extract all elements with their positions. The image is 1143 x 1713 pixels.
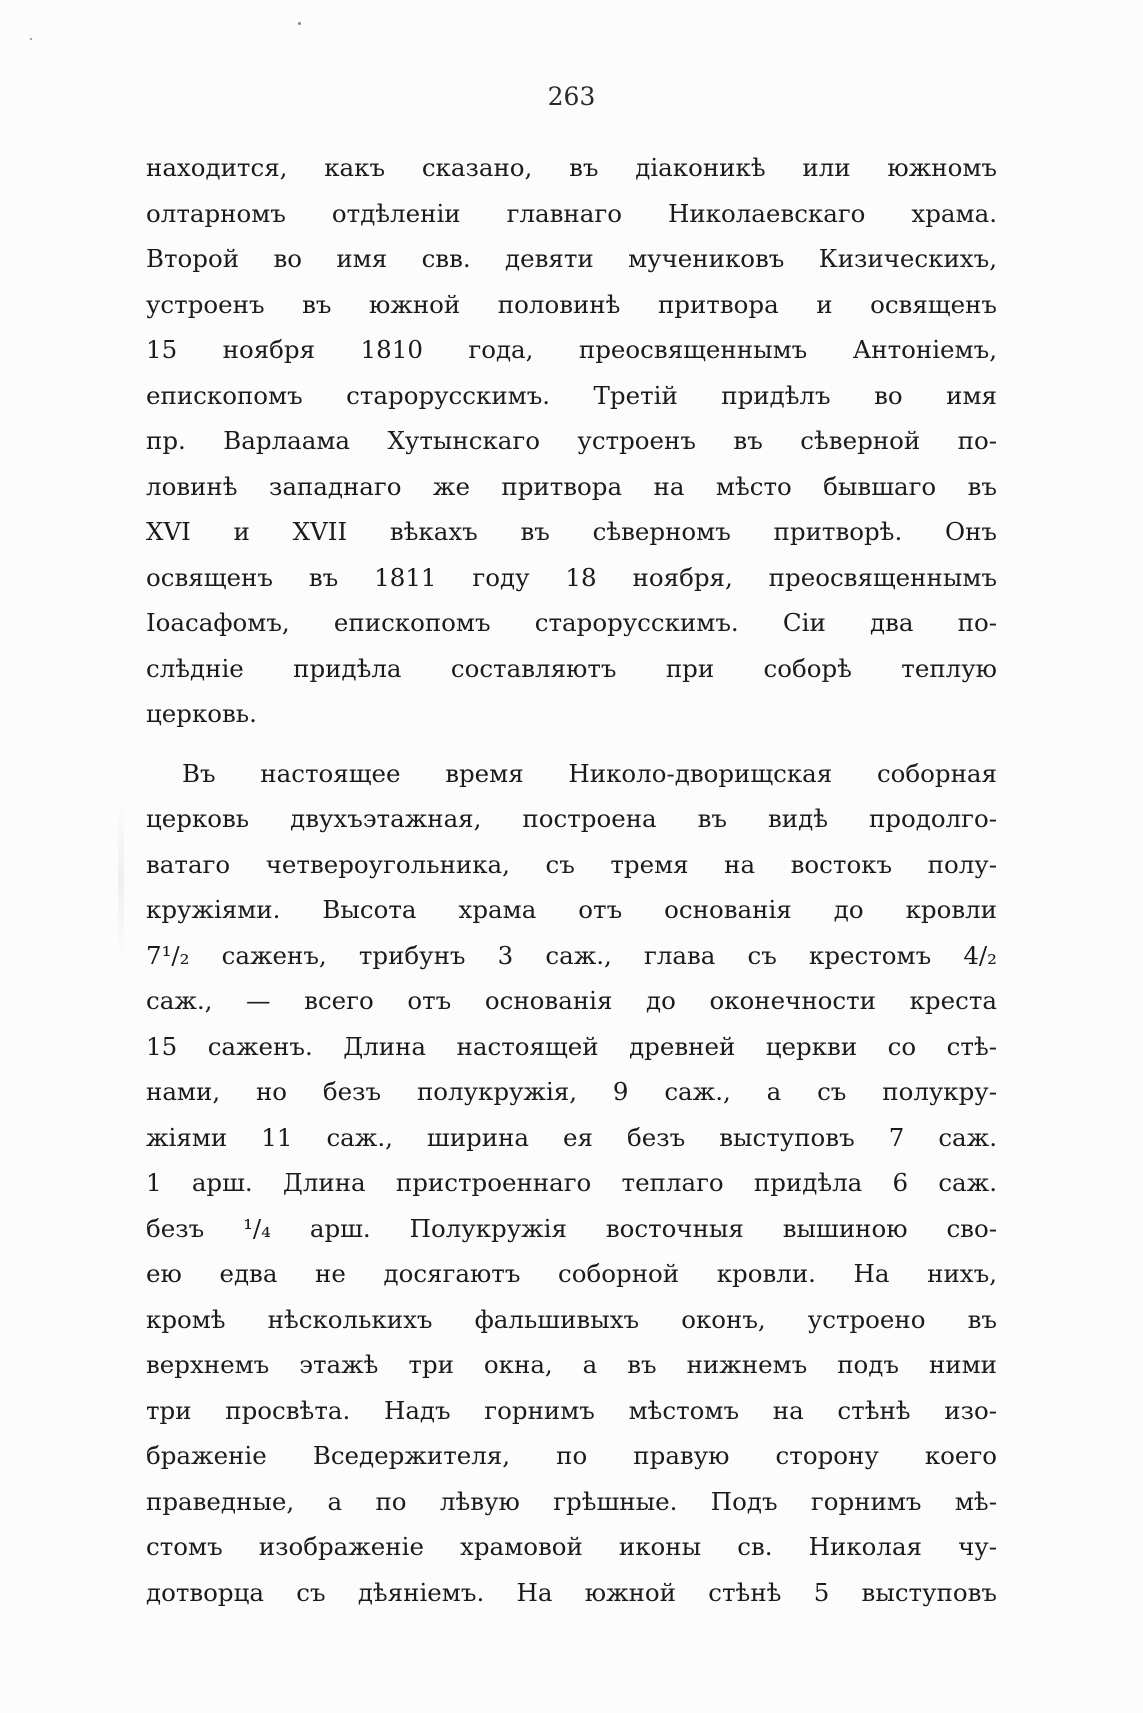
text-line: жіями 11 саж., ширина ея безъ выступовъ 7 саж. — [146, 1122, 997, 1152]
text-line: стомъ изображеніе храмовой иконы св. Николая чу- — [146, 1532, 997, 1561]
text-line: нами, но безъ полукружія, 9 саж., а съ полукру- — [146, 1077, 997, 1106]
text-line: олтарномъ отдѣленіи главнаго Николаевскаго храма. — [146, 198, 997, 228]
text-line: кружіями. Высота храма отъ основанія до кровли — [146, 895, 997, 924]
text-line: церковь двухъэтажная, построена въ видѣ продолго- — [146, 804, 997, 833]
paper-speck — [30, 38, 32, 40]
text-line: праведные, а по лѣвую грѣшные. Подъ горнимъ мѣ- — [146, 1486, 997, 1516]
text-line: ею едва не досягаютъ соборной кровли. На нихъ, — [146, 1259, 997, 1288]
text-line: кромѣ нѣсколькихъ фальшивыхъ оконъ, устроено въ — [146, 1304, 997, 1334]
text-line: освященъ въ 1811 году 18 ноября, преосвященнымъ — [146, 562, 997, 592]
page-number: 263 — [547, 82, 596, 111]
text-line: ловинѣ западнаго же притвора на мѣсто бывшаго въ — [146, 471, 997, 501]
paper-speck — [298, 22, 301, 25]
paragraph-2 — [146, 751, 997, 1616]
text-line: слѣдніе придѣла составляютъ при соборѣ теплую — [146, 653, 997, 683]
text-line: пр. Варлаама Хутынскаго устроенъ въ сѣверной по- — [146, 426, 997, 455]
text-line: Второй во имя свв. девяти мучениковъ Кизическихъ, — [146, 244, 997, 273]
text-line: устроенъ въ южной половинѣ притвора и освященъ — [146, 289, 997, 319]
text-line: три просвѣта. Надъ горнимъ мѣстомъ на стѣнѣ изо- — [146, 1395, 997, 1425]
text-line: верхнемъ этажѣ три окна, а въ нижнемъ подъ ними — [146, 1350, 997, 1379]
text-line: находится, какъ сказано, въ діаконикѣ или южномъ — [146, 153, 997, 182]
paragraph-1 — [146, 145, 997, 737]
text-line: Въ настоящее время Николо-дворищская соборная — [182, 758, 997, 788]
bleed-through-shadow — [118, 800, 124, 960]
text-line: 15 саженъ. Длина настоящей древней церкви со стѣ- — [146, 1031, 997, 1061]
text-line: 1 арш. Длина пристроеннаго теплаго придѣла 6 саж. — [146, 1168, 997, 1197]
text-line: церковь. — [146, 699, 257, 728]
text-line: епископомъ старорусскимъ. Третій придѣлъ во имя — [146, 380, 997, 410]
body-text — [146, 145, 997, 1615]
text-line: 15 ноября 1810 года, преосвященнымъ Антоніемъ, — [146, 335, 997, 364]
text-line: безъ ¹/₄ арш. Полукружія восточныя вышиною сво- — [146, 1213, 997, 1243]
text-line: саж., — всего отъ основанія до оконечности креста — [146, 986, 997, 1015]
text-line: дотворца съ дѣяніемъ. На южной стѣнѣ 5 выступовъ — [146, 1577, 997, 1607]
text-line: XVI и XVII вѣкахъ въ сѣверномъ притворѣ. Онъ — [146, 517, 997, 546]
text-line: ватаго четвероугольника, съ тремя на востокъ полу- — [146, 849, 997, 879]
paragraph-gap — [146, 737, 997, 751]
text-line: 7¹/₂ саженъ, трибунъ 3 саж., глава съ крестомъ 4/₂ — [146, 940, 997, 970]
text-line: Іоасафомъ, епископомъ старорусскимъ. Сіи два по- — [146, 608, 997, 637]
text-line: браженіе Вседержителя, по правую сторону коего — [146, 1441, 997, 1470]
